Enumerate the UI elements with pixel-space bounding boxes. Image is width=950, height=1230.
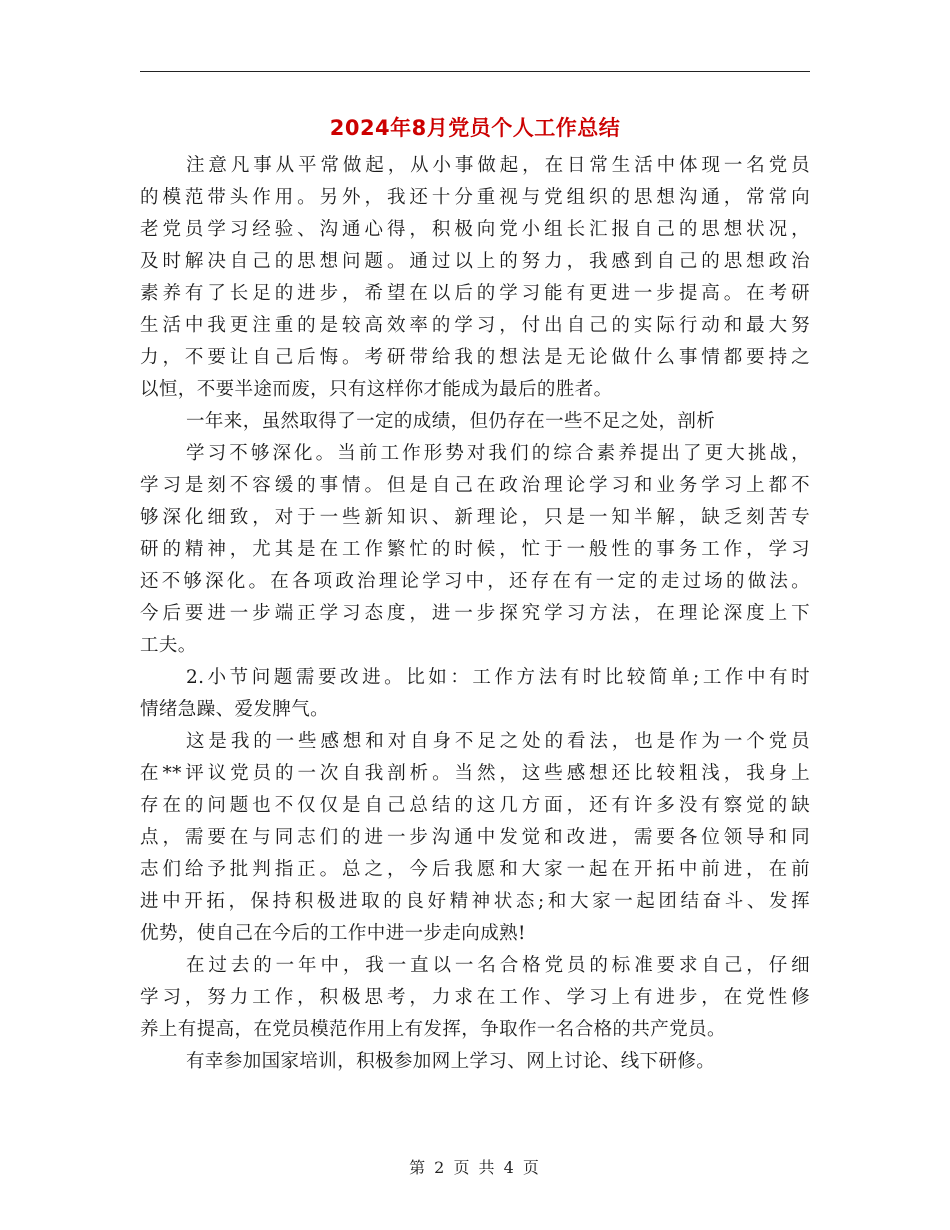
text-line: 老党员学习经验、沟通心得，积极向党小组长汇报自己的思想状况， (140, 219, 810, 240)
text-line: 这是我的一些感想和对自身不足之处的看法，也是作为一个党员 (186, 731, 810, 752)
document-body (140, 150, 810, 1078)
text-line: 情绪急躁、爱发脾气。 (140, 699, 330, 720)
text-line: 够深化细致，对于一些新知识、新理论，只是一知半解，缺乏刻苦专 (140, 507, 810, 528)
text-line: 在**评议党员的一次自我剖析。当然，这些感想还比较粗浅，我身上 (140, 763, 810, 784)
header-rule (140, 71, 810, 72)
text-line: 学习是刻不容缓的事情。但是自己在政治理论学习和业务学习上都不 (140, 475, 810, 496)
text-line: 研的精神，尤其是在工作繁忙的时候，忙于一般性的事务工作，学习 (140, 539, 810, 560)
text-line: 以恒，不要半途而废，只有这样你才能成为最后的胜者。 (140, 379, 613, 400)
text-line: 学习不够深化。当前工作形势对我们的综合素养提出了更大挑战， (186, 443, 810, 464)
text-line: 力，不要让自己后悔。考研带给我的想法是无论做什么事情都要持之 (140, 347, 810, 368)
text-line: 注意凡事从平常做起，从小事做起，在日常生活中体现一名党员 (186, 155, 810, 176)
text-line: 2.小节问题需要改进。比如：工作方法有时比较简单;工作中有时 (186, 667, 810, 688)
text-line: 有幸参加国家培训，积极参加网上学习、网上讨论、线下研修。 (186, 1051, 716, 1072)
text-line: 学习，努力工作，积极思考，力求在工作、学习上有进步，在党性修 (140, 987, 810, 1008)
text-line: 优势，使自己在今后的工作中进一步走向成熟! (140, 923, 526, 944)
text-line: 素养有了长足的进步，希望在以后的学习能有更进一步提高。在考研 (140, 283, 810, 304)
text-line: 还不够深化。在各项政治理论学习中，还存在有一定的走过场的做法。 (140, 571, 810, 592)
text-line: 在过去的一年中，我一直以一名合格党员的标准要求自己，仔细 (186, 955, 810, 976)
text-line: 进中开拓，保持积极进取的良好精神状态;和大家一起团结奋斗、发挥 (140, 891, 810, 912)
document-title: 2024年8月党员个人工作总结 (329, 116, 621, 140)
text-line: 养上有提高，在党员模范作用上有发挥，争取作一名合格的共产党员。 (140, 1019, 726, 1040)
text-line: 生活中我更注重的是较高效率的学习，付出自己的实际行动和最大努 (140, 315, 810, 336)
text-line: 点，需要在与同志们的进一步沟通中发觉和改进，需要各位领导和同 (140, 827, 810, 848)
text-line: 一年来，虽然取得了一定的成绩，但仍存在一些不足之处，剖析 (186, 411, 716, 432)
text-line: 今后要进一步端正学习态度，进一步探究学习方法，在理论深度上下 (140, 603, 810, 624)
page-number: 第 2 页 共 4 页 (409, 1158, 541, 1177)
text-line: 的模范带头作用。另外，我还十分重视与党组织的思想沟通，常常向 (140, 187, 810, 208)
text-line: 存在的问题也不仅仅是自己总结的这几方面，还有许多没有察觉的缺 (140, 795, 810, 816)
text-line: 志们给予批判指正。总之，今后我愿和大家一起在开拓中前进，在前 (140, 859, 810, 880)
text-line: 工夫。 (140, 635, 197, 656)
text-line: 及时解决自己的思想问题。通过以上的努力，我感到自己的思想政治 (140, 251, 810, 272)
